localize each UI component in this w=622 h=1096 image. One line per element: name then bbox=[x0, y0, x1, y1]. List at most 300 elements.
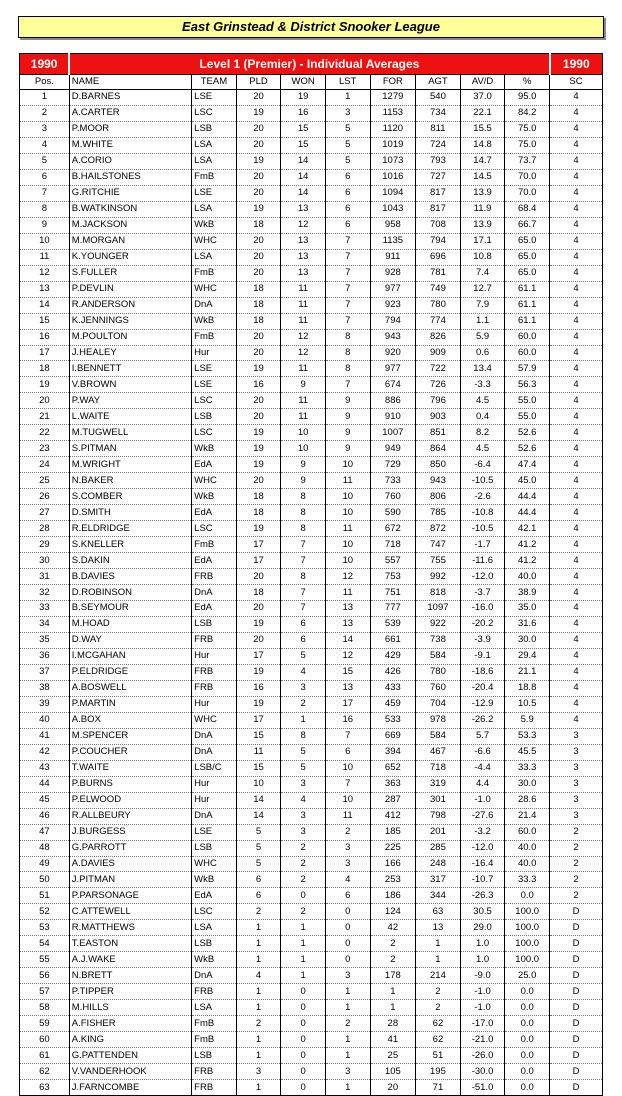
cell-for: 1153 bbox=[370, 105, 416, 121]
cell-sc: D bbox=[550, 952, 603, 968]
cell-won: 4 bbox=[281, 664, 326, 680]
column-header-won: WON bbox=[281, 75, 326, 90]
table-row bbox=[20, 489, 603, 505]
cell-agt: 301 bbox=[416, 792, 461, 808]
cell-pct: 0.0 bbox=[505, 888, 550, 904]
table-row bbox=[20, 904, 603, 920]
cell-team: WkB bbox=[192, 952, 237, 968]
cell-team: FmB bbox=[192, 329, 237, 345]
cell-sc: 4 bbox=[550, 361, 603, 377]
table-body bbox=[20, 90, 603, 1096]
cell-won: 2 bbox=[281, 840, 326, 856]
cell-lst: 6 bbox=[325, 185, 370, 201]
cell-pct: 0.0 bbox=[505, 1000, 550, 1016]
cell-lst: 8 bbox=[325, 329, 370, 345]
cell-for: 1007 bbox=[370, 425, 416, 441]
cell-name: M.TUGWELL bbox=[69, 425, 191, 441]
cell-agt: 540 bbox=[416, 90, 461, 106]
cell-avd: 37.0 bbox=[460, 90, 505, 106]
cell-pos: 24 bbox=[20, 457, 70, 473]
cell-lst: 1 bbox=[325, 1080, 370, 1096]
cell-team: LSC bbox=[192, 904, 237, 920]
cell-team: LSA bbox=[192, 137, 237, 153]
cell-team: DnA bbox=[192, 744, 237, 760]
cell-agt: 755 bbox=[416, 553, 461, 569]
cell-lst: 2 bbox=[325, 1016, 370, 1032]
cell-lst: 9 bbox=[325, 441, 370, 457]
cell-pos: 55 bbox=[20, 952, 70, 968]
cell-lst: 3 bbox=[325, 840, 370, 856]
cell-pos: 37 bbox=[20, 664, 70, 680]
cell-for: 1135 bbox=[370, 233, 416, 249]
cell-pct: 5.9 bbox=[505, 712, 550, 728]
cell-sc: 4 bbox=[550, 393, 603, 409]
cell-avd: -11.6 bbox=[460, 553, 505, 569]
cell-sc: D bbox=[550, 968, 603, 984]
cell-agt: 826 bbox=[416, 329, 461, 345]
table-row bbox=[20, 553, 603, 569]
cell-name: A.J.WAKE bbox=[69, 952, 191, 968]
cell-for: 923 bbox=[370, 297, 416, 313]
cell-team: FRB bbox=[192, 1080, 237, 1096]
cell-pld: 20 bbox=[236, 185, 281, 201]
cell-won: 1 bbox=[281, 952, 326, 968]
cell-agt: 992 bbox=[416, 569, 461, 585]
cell-lst: 9 bbox=[325, 425, 370, 441]
cell-pct: 35.0 bbox=[505, 601, 550, 617]
cell-agt: 201 bbox=[416, 824, 461, 840]
cell-team: WHC bbox=[192, 712, 237, 728]
cell-agt: 785 bbox=[416, 505, 461, 521]
cell-name: M.HILLS bbox=[69, 1000, 191, 1016]
cell-name: B.HAILSTONES bbox=[69, 169, 191, 185]
cell-name: S.DAKIN bbox=[69, 553, 191, 569]
cell-pos: 26 bbox=[20, 489, 70, 505]
cell-pct: 28.6 bbox=[505, 792, 550, 808]
cell-pos: 39 bbox=[20, 696, 70, 712]
cell-agt: 71 bbox=[416, 1080, 461, 1096]
cell-pld: 18 bbox=[236, 217, 281, 233]
cell-lst: 7 bbox=[325, 281, 370, 297]
cell-won: 7 bbox=[281, 537, 326, 553]
cell-name: M.HOAD bbox=[69, 616, 191, 632]
cell-avd: -12.0 bbox=[460, 569, 505, 585]
cell-pld: 1 bbox=[236, 984, 281, 1000]
cell-name: P.BURNS bbox=[69, 776, 191, 792]
cell-pld: 18 bbox=[236, 505, 281, 521]
cell-sc: D bbox=[550, 1016, 603, 1032]
cell-sc: 3 bbox=[550, 744, 603, 760]
cell-for: 590 bbox=[370, 505, 416, 521]
cell-sc: D bbox=[550, 1032, 603, 1048]
cell-team: EdA bbox=[192, 505, 237, 521]
cell-name: G.PARROTT bbox=[69, 840, 191, 856]
table-row bbox=[20, 153, 603, 169]
cell-pld: 20 bbox=[236, 393, 281, 409]
cell-pos: 42 bbox=[20, 744, 70, 760]
cell-pos: 8 bbox=[20, 201, 70, 217]
cell-name: V.VANDERHOOK bbox=[69, 1064, 191, 1080]
table-row bbox=[20, 345, 603, 361]
cell-pld: 16 bbox=[236, 680, 281, 696]
cell-agt: 781 bbox=[416, 265, 461, 281]
cell-name: P.MARTIN bbox=[69, 696, 191, 712]
cell-for: 1 bbox=[370, 984, 416, 1000]
cell-lst: 17 bbox=[325, 696, 370, 712]
cell-pld: 18 bbox=[236, 313, 281, 329]
cell-lst: 3 bbox=[325, 968, 370, 984]
cell-pct: 70.0 bbox=[505, 169, 550, 185]
cell-for: 2 bbox=[370, 936, 416, 952]
cell-avd: -3.2 bbox=[460, 824, 505, 840]
cell-team: EdA bbox=[192, 888, 237, 904]
cell-for: 1043 bbox=[370, 201, 416, 217]
cell-team: LSC bbox=[192, 425, 237, 441]
cell-pct: 56.3 bbox=[505, 377, 550, 393]
cell-for: 42 bbox=[370, 920, 416, 936]
cell-pct: 0.0 bbox=[505, 1048, 550, 1064]
table-row bbox=[20, 313, 603, 329]
table-row bbox=[20, 1032, 603, 1048]
cell-agt: 793 bbox=[416, 153, 461, 169]
cell-team: EdA bbox=[192, 553, 237, 569]
table-row bbox=[20, 936, 603, 952]
cell-lst: 1 bbox=[325, 984, 370, 1000]
cell-team: LSE bbox=[192, 185, 237, 201]
cell-pct: 65.0 bbox=[505, 249, 550, 265]
cell-lst: 1 bbox=[325, 1048, 370, 1064]
cell-pos: 33 bbox=[20, 601, 70, 617]
cell-team: LSA bbox=[192, 249, 237, 265]
cell-pct: 40.0 bbox=[505, 569, 550, 585]
cell-lst: 11 bbox=[325, 808, 370, 824]
cell-avd: 13.9 bbox=[460, 217, 505, 233]
cell-pld: 10 bbox=[236, 776, 281, 792]
cell-pos: 17 bbox=[20, 345, 70, 361]
cell-lst: 9 bbox=[325, 409, 370, 425]
cell-name: M.MORGAN bbox=[69, 233, 191, 249]
cell-won: 9 bbox=[281, 473, 326, 489]
cell-won: 9 bbox=[281, 377, 326, 393]
cell-team: FRB bbox=[192, 1064, 237, 1080]
cell-lst: 13 bbox=[325, 680, 370, 696]
cell-won: 12 bbox=[281, 217, 326, 233]
cell-pos: 36 bbox=[20, 648, 70, 664]
cell-won: 14 bbox=[281, 169, 326, 185]
cell-for: 886 bbox=[370, 393, 416, 409]
cell-name: P.PARSONAGE bbox=[69, 888, 191, 904]
cell-agt: 851 bbox=[416, 425, 461, 441]
cell-pld: 17 bbox=[236, 648, 281, 664]
cell-pld: 20 bbox=[236, 345, 281, 361]
cell-for: 977 bbox=[370, 361, 416, 377]
cell-sc: 4 bbox=[550, 281, 603, 297]
cell-pld: 15 bbox=[236, 728, 281, 744]
cell-won: 11 bbox=[281, 393, 326, 409]
table-row bbox=[20, 265, 603, 281]
cell-pos: 41 bbox=[20, 728, 70, 744]
table-row bbox=[20, 137, 603, 153]
cell-team: LSB bbox=[192, 840, 237, 856]
cell-lst: 5 bbox=[325, 137, 370, 153]
cell-pct: 100.0 bbox=[505, 904, 550, 920]
league-title: East Grinstead & District Snooker League bbox=[18, 16, 604, 38]
cell-sc: 4 bbox=[550, 313, 603, 329]
cell-name: S.PITMAN bbox=[69, 441, 191, 457]
cell-team: LSE bbox=[192, 90, 237, 106]
cell-avd: 12.7 bbox=[460, 281, 505, 297]
cell-won: 13 bbox=[281, 233, 326, 249]
cell-pld: 1 bbox=[236, 1048, 281, 1064]
cell-pld: 20 bbox=[236, 473, 281, 489]
table-row bbox=[20, 249, 603, 265]
cell-lst: 10 bbox=[325, 457, 370, 473]
cell-avd: -9.0 bbox=[460, 968, 505, 984]
cell-avd: -10.8 bbox=[460, 505, 505, 521]
cell-lst: 6 bbox=[325, 888, 370, 904]
cell-agt: 214 bbox=[416, 968, 461, 984]
cell-pld: 19 bbox=[236, 441, 281, 457]
cell-name: A.DAVIES bbox=[69, 856, 191, 872]
cell-won: 0 bbox=[281, 1000, 326, 1016]
cell-won: 0 bbox=[281, 1016, 326, 1032]
column-header-avd: AV/D bbox=[460, 75, 505, 90]
cell-won: 0 bbox=[281, 984, 326, 1000]
cell-pld: 11 bbox=[236, 744, 281, 760]
cell-for: 533 bbox=[370, 712, 416, 728]
cell-pld: 20 bbox=[236, 249, 281, 265]
table-row bbox=[20, 537, 603, 553]
cell-sc: 4 bbox=[550, 648, 603, 664]
cell-name: M.POULTON bbox=[69, 329, 191, 345]
cell-for: 669 bbox=[370, 728, 416, 744]
cell-agt: 749 bbox=[416, 281, 461, 297]
cell-for: 777 bbox=[370, 601, 416, 617]
cell-team: WkB bbox=[192, 313, 237, 329]
cell-name: B.DAVIES bbox=[69, 569, 191, 585]
cell-avd: -3.7 bbox=[460, 585, 505, 601]
cell-agt: 798 bbox=[416, 808, 461, 824]
cell-pct: 65.0 bbox=[505, 265, 550, 281]
cell-won: 0 bbox=[281, 1080, 326, 1096]
cell-pct: 60.0 bbox=[505, 824, 550, 840]
cell-avd: 0.6 bbox=[460, 345, 505, 361]
cell-agt: 704 bbox=[416, 696, 461, 712]
cell-pos: 9 bbox=[20, 217, 70, 233]
cell-agt: 780 bbox=[416, 297, 461, 313]
cell-name: M.WHITE bbox=[69, 137, 191, 153]
cell-pos: 13 bbox=[20, 281, 70, 297]
cell-won: 1 bbox=[281, 968, 326, 984]
table-row bbox=[20, 920, 603, 936]
table-row bbox=[20, 728, 603, 744]
cell-avd: -4.4 bbox=[460, 760, 505, 776]
column-header-for: FOR bbox=[370, 75, 416, 90]
cell-pos: 57 bbox=[20, 984, 70, 1000]
cell-for: 433 bbox=[370, 680, 416, 696]
table-row bbox=[20, 473, 603, 489]
cell-agt: 818 bbox=[416, 585, 461, 601]
cell-pld: 19 bbox=[236, 105, 281, 121]
cell-won: 13 bbox=[281, 249, 326, 265]
cell-agt: 195 bbox=[416, 1064, 461, 1080]
cell-agt: 909 bbox=[416, 345, 461, 361]
table-row bbox=[20, 856, 603, 872]
column-header-lst: LST bbox=[325, 75, 370, 90]
cell-avd: -17.0 bbox=[460, 1016, 505, 1032]
cell-sc: 4 bbox=[550, 473, 603, 489]
cell-pct: 38.9 bbox=[505, 585, 550, 601]
cell-pct: 33.3 bbox=[505, 872, 550, 888]
cell-team: WkB bbox=[192, 217, 237, 233]
cell-sc: 4 bbox=[550, 696, 603, 712]
cell-pos: 59 bbox=[20, 1016, 70, 1032]
cell-pos: 63 bbox=[20, 1080, 70, 1096]
cell-lst: 1 bbox=[325, 90, 370, 106]
cell-won: 13 bbox=[281, 265, 326, 281]
cell-for: 25 bbox=[370, 1048, 416, 1064]
cell-team: DnA bbox=[192, 808, 237, 824]
cell-sc: 4 bbox=[550, 632, 603, 648]
table-row bbox=[20, 616, 603, 632]
cell-name: B.SEYMOUR bbox=[69, 601, 191, 617]
cell-agt: 796 bbox=[416, 393, 461, 409]
cell-agt: 794 bbox=[416, 233, 461, 249]
cell-pct: 55.0 bbox=[505, 393, 550, 409]
cell-avd: 10.8 bbox=[460, 249, 505, 265]
cell-pct: 0.0 bbox=[505, 1064, 550, 1080]
cell-sc: 4 bbox=[550, 345, 603, 361]
table-row bbox=[20, 217, 603, 233]
cell-sc: 4 bbox=[550, 169, 603, 185]
cell-sc: 4 bbox=[550, 680, 603, 696]
cell-pos: 44 bbox=[20, 776, 70, 792]
table-row bbox=[20, 952, 603, 968]
cell-for: 753 bbox=[370, 569, 416, 585]
cell-pct: 66.7 bbox=[505, 217, 550, 233]
cell-pos: 31 bbox=[20, 569, 70, 585]
cell-avd: -16.0 bbox=[460, 601, 505, 617]
cell-pct: 21.1 bbox=[505, 664, 550, 680]
cell-avd: -51.0 bbox=[460, 1080, 505, 1096]
cell-pos: 48 bbox=[20, 840, 70, 856]
table-row bbox=[20, 872, 603, 888]
cell-avd: 15.5 bbox=[460, 121, 505, 137]
cell-pos: 11 bbox=[20, 249, 70, 265]
cell-name: C.ATTEWELL bbox=[69, 904, 191, 920]
cell-avd: 11.9 bbox=[460, 201, 505, 217]
cell-lst: 7 bbox=[325, 377, 370, 393]
cell-won: 10 bbox=[281, 441, 326, 457]
cell-pct: 0.0 bbox=[505, 1080, 550, 1096]
cell-sc: 4 bbox=[550, 664, 603, 680]
cell-pos: 7 bbox=[20, 185, 70, 201]
cell-pct: 40.0 bbox=[505, 856, 550, 872]
cell-agt: 1 bbox=[416, 952, 461, 968]
cell-sc: D bbox=[550, 1080, 603, 1096]
cell-name: D.ROBINSON bbox=[69, 585, 191, 601]
cell-won: 14 bbox=[281, 185, 326, 201]
cell-lst: 0 bbox=[325, 936, 370, 952]
table-row bbox=[20, 840, 603, 856]
cell-for: 124 bbox=[370, 904, 416, 920]
table-row bbox=[20, 744, 603, 760]
cell-agt: 722 bbox=[416, 361, 461, 377]
table-row bbox=[20, 1000, 603, 1016]
cell-name: N.BRETT bbox=[69, 968, 191, 984]
cell-won: 2 bbox=[281, 696, 326, 712]
cell-pld: 20 bbox=[236, 169, 281, 185]
cell-avd: 13.9 bbox=[460, 185, 505, 201]
cell-pld: 19 bbox=[236, 153, 281, 169]
cell-won: 7 bbox=[281, 601, 326, 617]
cell-sc: 4 bbox=[550, 233, 603, 249]
cell-pct: 47.4 bbox=[505, 457, 550, 473]
cell-lst: 8 bbox=[325, 345, 370, 361]
cell-sc: 4 bbox=[550, 185, 603, 201]
cell-lst: 16 bbox=[325, 712, 370, 728]
averages-table bbox=[19, 53, 603, 1096]
cell-pct: 10.5 bbox=[505, 696, 550, 712]
cell-won: 3 bbox=[281, 680, 326, 696]
cell-for: 949 bbox=[370, 441, 416, 457]
cell-avd: 1.0 bbox=[460, 952, 505, 968]
table-row bbox=[20, 648, 603, 664]
cell-for: 1073 bbox=[370, 153, 416, 169]
banner-year-left: 1990 bbox=[20, 54, 70, 75]
cell-for: 394 bbox=[370, 744, 416, 760]
cell-agt: 850 bbox=[416, 457, 461, 473]
cell-name: K.JENNINGS bbox=[69, 313, 191, 329]
cell-lst: 3 bbox=[325, 1064, 370, 1080]
cell-for: 186 bbox=[370, 888, 416, 904]
cell-sc: 3 bbox=[550, 792, 603, 808]
cell-name: I.BENNETT bbox=[69, 361, 191, 377]
cell-name: J.HEALEY bbox=[69, 345, 191, 361]
cell-sc: 4 bbox=[550, 201, 603, 217]
cell-team: FmB bbox=[192, 1032, 237, 1048]
cell-pct: 0.0 bbox=[505, 1016, 550, 1032]
cell-lst: 3 bbox=[325, 105, 370, 121]
cell-sc: D bbox=[550, 984, 603, 1000]
cell-sc: 4 bbox=[550, 457, 603, 473]
cell-pct: 61.1 bbox=[505, 281, 550, 297]
table-row bbox=[20, 569, 603, 585]
cell-won: 6 bbox=[281, 616, 326, 632]
table-row bbox=[20, 201, 603, 217]
cell-name: D.SMITH bbox=[69, 505, 191, 521]
cell-pct: 65.0 bbox=[505, 233, 550, 249]
cell-team: FRB bbox=[192, 569, 237, 585]
cell-avd: -9.1 bbox=[460, 648, 505, 664]
cell-won: 15 bbox=[281, 121, 326, 137]
cell-agt: 864 bbox=[416, 441, 461, 457]
cell-sc: 2 bbox=[550, 840, 603, 856]
cell-agt: 922 bbox=[416, 616, 461, 632]
cell-team: DnA bbox=[192, 585, 237, 601]
cell-pld: 1 bbox=[236, 920, 281, 936]
cell-lst: 12 bbox=[325, 648, 370, 664]
cell-name: P.TIPPER bbox=[69, 984, 191, 1000]
column-header-row bbox=[20, 75, 603, 90]
cell-team: Hur bbox=[192, 696, 237, 712]
cell-pld: 19 bbox=[236, 696, 281, 712]
cell-avd: 13.4 bbox=[460, 361, 505, 377]
cell-lst: 8 bbox=[325, 361, 370, 377]
cell-team: Hur bbox=[192, 648, 237, 664]
cell-team: LSB/C bbox=[192, 760, 237, 776]
cell-won: 11 bbox=[281, 297, 326, 313]
